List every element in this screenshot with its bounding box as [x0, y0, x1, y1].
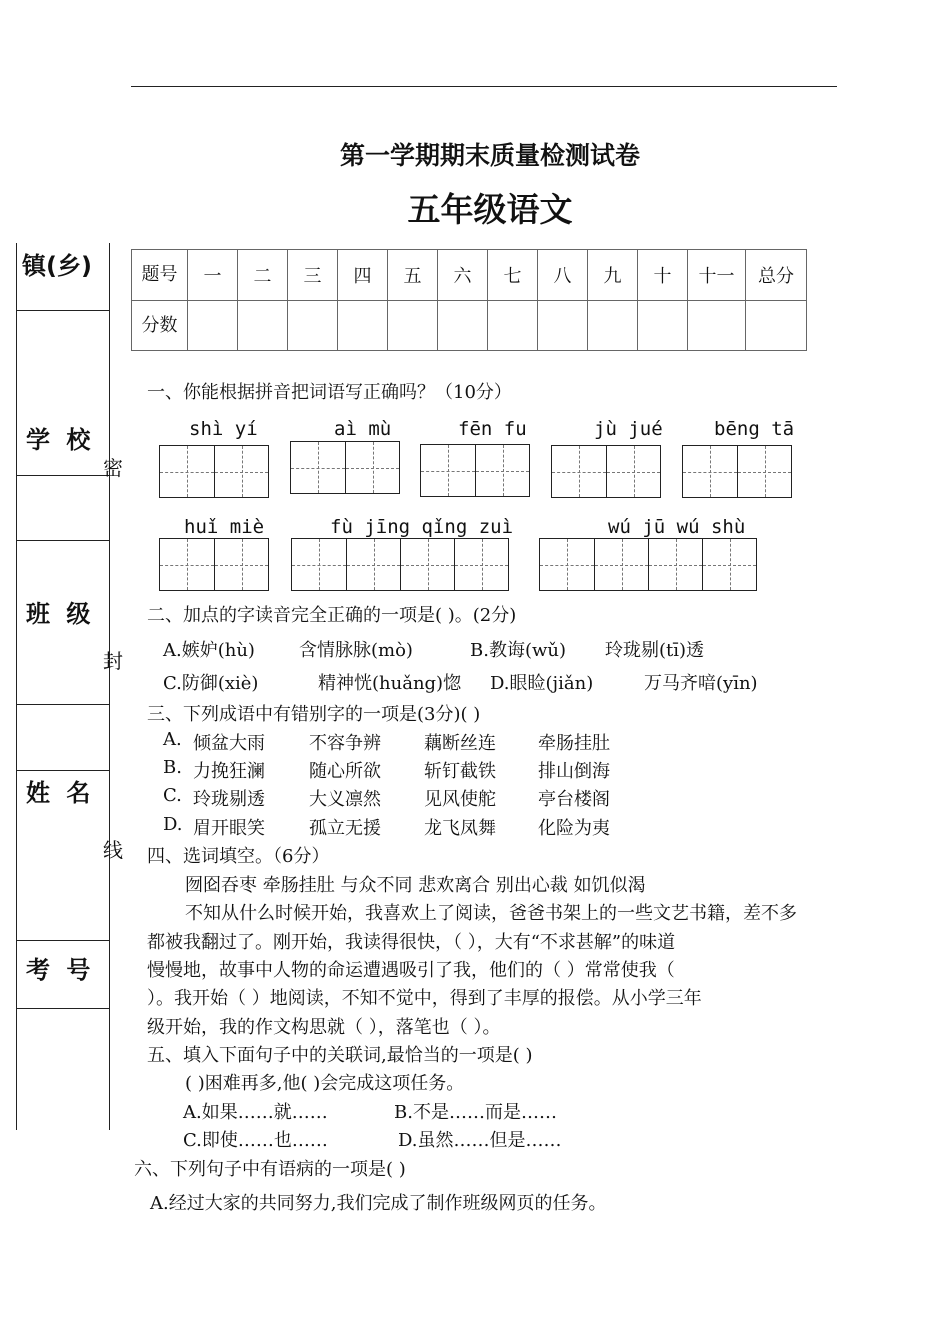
- q3-idiom: 龙飞凤舞: [424, 818, 496, 839]
- q2-option: A.嫉妒(hù): [163, 640, 255, 661]
- q3-idiom: 倾盆大雨: [193, 733, 265, 754]
- q4-prompt: 四、选词填空。（6分）: [147, 846, 330, 867]
- score-cell[interactable]: [438, 301, 488, 351]
- q3-letter: C.: [163, 785, 182, 806]
- q1-prompt: 一、你能根据拼音把词语写正确吗？（10分）: [147, 382, 512, 403]
- score-col-header: 六: [438, 250, 488, 301]
- q4-passage-line: ）。我开始（ ）地阅读，不知不觉中，得到了丰厚的报偿。从小学三年: [147, 988, 702, 1009]
- row-label-score: 分数: [132, 301, 188, 351]
- q2-option: 玲珑剔(tī)透: [605, 640, 705, 661]
- writing-grid[interactable]: [551, 445, 661, 498]
- q6-prompt: 六、下列句子中有语病的一项是( ): [134, 1159, 406, 1180]
- q5-sentence: ( )困难再多,他( )会完成这项任务。: [185, 1073, 465, 1094]
- pinyin: huǐ miè: [184, 516, 265, 538]
- exam-subtitle: 五年级语文: [407, 190, 573, 229]
- score-cell[interactable]: [588, 301, 638, 351]
- q2-option: 精神恍(huǎng)惚: [318, 673, 462, 694]
- side-divider: [16, 1008, 110, 1009]
- binding-column: [16, 243, 110, 1130]
- q3-idiom: 随心所欲: [309, 761, 381, 782]
- writing-grid[interactable]: [290, 441, 400, 494]
- score-cell[interactable]: [188, 301, 238, 351]
- q3-letter: A.: [163, 729, 182, 750]
- q2-option: 含情脉脉(mò): [299, 640, 413, 661]
- pinyin: wú jū wú shù: [608, 516, 746, 538]
- exam-title: 第一学期期末质量检测试卷: [339, 141, 640, 170]
- score-col-header: 四: [338, 250, 388, 301]
- q4-passage-line: 慢慢地，故事中人物的命运遭遇吸引了我，他们的（ ）常常使我（: [147, 960, 675, 981]
- writing-grid[interactable]: [159, 538, 269, 591]
- score-col-header: 一: [188, 250, 238, 301]
- writing-grid[interactable]: [291, 538, 509, 591]
- q3-idiom: 孤立无援: [309, 818, 381, 839]
- pinyin: bēng tā: [714, 418, 795, 440]
- q2-option: D.眼睑(jiǎn): [490, 673, 594, 694]
- q5-option: C.即使……也……: [183, 1130, 328, 1151]
- score-col-header: 五: [388, 250, 438, 301]
- row-label-question: 题号: [132, 250, 188, 301]
- score-col-header: 十: [638, 250, 688, 301]
- score-cell[interactable]: [688, 301, 746, 351]
- q4-word-bank: 囫囵吞枣 牵肠挂肚 与众不同 悲欢离合 别出心裁 如饥似渴: [185, 875, 646, 896]
- q3-letter: B.: [163, 757, 182, 778]
- q3-idiom: 见风使舵: [424, 789, 496, 810]
- q3-idiom: 化险为夷: [538, 818, 610, 839]
- score-cell[interactable]: [338, 301, 388, 351]
- score-col-header: 二: [238, 250, 288, 301]
- score-cell[interactable]: [746, 301, 807, 351]
- score-cell[interactable]: [538, 301, 588, 351]
- q3-idiom: 不容争辨: [309, 733, 381, 754]
- pinyin: aì mù: [334, 418, 392, 440]
- q5-option: D.虽然……但是……: [398, 1130, 562, 1151]
- side-divider: [16, 940, 110, 941]
- class-label: 班 级: [26, 600, 95, 628]
- writing-grid[interactable]: [539, 538, 757, 591]
- seal-char: 线: [103, 838, 123, 862]
- q3-idiom: 斩钉截铁: [424, 761, 496, 782]
- score-col-header: 七: [488, 250, 538, 301]
- q3-idiom: 玲珑剔透: [193, 789, 265, 810]
- q2-option: 万马齐喑(yīn): [644, 673, 758, 694]
- score-cell[interactable]: [388, 301, 438, 351]
- q5-prompt: 五、填入下面句子中的关联词,最恰当的一项是( ): [147, 1045, 533, 1066]
- score-col-header: 八: [538, 250, 588, 301]
- side-divider: [16, 540, 110, 541]
- writing-grid[interactable]: [420, 444, 530, 497]
- exam-number-label: 考 号: [26, 956, 95, 984]
- q3-idiom: 藕断丝连: [424, 733, 496, 754]
- q3-idiom: 力挽狂澜: [193, 761, 265, 782]
- score-cell[interactable]: [638, 301, 688, 351]
- score-table: [131, 249, 807, 351]
- score-col-header: 三: [288, 250, 338, 301]
- q3-letter: D.: [163, 814, 183, 835]
- q3-idiom: 牵肠挂肚: [538, 733, 610, 754]
- q3-prompt: 三、下列成语中有错别字的一项是(3分)( ): [147, 704, 481, 725]
- q5-option: A.如果……就……: [183, 1102, 328, 1123]
- writing-grid[interactable]: [682, 445, 792, 498]
- q3-idiom: 大义凛然: [309, 789, 381, 810]
- side-divider: [16, 704, 110, 705]
- pinyin: jù jué: [594, 418, 663, 440]
- score-cell[interactable]: [488, 301, 538, 351]
- writing-grid[interactable]: [159, 445, 269, 498]
- school-label: 学 校: [26, 426, 95, 454]
- q4-passage-line: 不知从什么时候开始，我喜欢上了阅读，爸爸书架上的一些文艺书籍，差不多: [185, 903, 797, 924]
- q2-option: B.教诲(wǔ): [470, 640, 566, 661]
- q2-prompt: 二、加点的字读音完全正确的一项是( )。(2分): [147, 605, 517, 626]
- score-cell[interactable]: [288, 301, 338, 351]
- name-label: 姓 名: [26, 779, 95, 807]
- side-divider: [16, 475, 110, 476]
- score-cell[interactable]: [238, 301, 288, 351]
- score-col-header: 九: [588, 250, 638, 301]
- q4-passage-line: 级开始，我的作文构思就（ ），落笔也（ ）。: [147, 1017, 501, 1038]
- pinyin: fēn fu: [458, 418, 527, 440]
- q3-idiom: 眉开眼笑: [193, 818, 265, 839]
- score-col-header: 十一: [688, 250, 746, 301]
- pinyin: fù jīng qǐng zuì: [330, 516, 514, 538]
- q3-idiom: 排山倒海: [538, 761, 610, 782]
- pinyin: shì yí: [189, 418, 258, 440]
- score-col-header: 总分: [746, 250, 807, 301]
- q2-option: C.防御(xiè): [163, 673, 259, 694]
- side-divider: [16, 770, 110, 771]
- seal-char: 密: [103, 456, 123, 480]
- q5-option: B.不是……而是……: [394, 1102, 557, 1123]
- q6-option: A.经过大家的共同努力,我们完成了制作班级网页的任务。: [150, 1193, 607, 1214]
- q3-idiom: 亭台楼阁: [538, 789, 610, 810]
- top-rule: [131, 86, 837, 87]
- q4-passage-line: 都被我翻过了。刚开始，我读得很快，（ ），大有“不求甚解”的味道: [147, 932, 676, 953]
- side-divider: [16, 310, 110, 311]
- seal-char: 封: [103, 649, 123, 673]
- township-label: 镇(乡): [22, 252, 92, 280]
